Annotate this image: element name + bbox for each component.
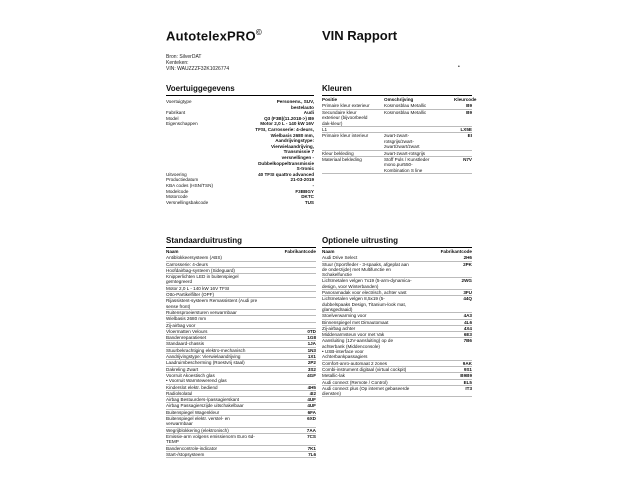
equipment-row xyxy=(322,338,472,360)
equipment-name: Middenarmsteun voor met Vak xyxy=(322,332,385,338)
equipment-row xyxy=(166,373,316,385)
color-code xyxy=(454,151,472,156)
equipment-name: Dakreling Zwart xyxy=(166,366,199,372)
equipment-code: 9S1 xyxy=(463,366,472,372)
equipment-name: Otto-Partikelfilter (OPF) xyxy=(166,292,214,298)
equipment-code: 4UF xyxy=(307,397,316,403)
equipment-name: Antiblokkeersysteem (ABS) xyxy=(166,255,222,261)
vehicle-data-value: 21-03-2019 xyxy=(290,177,314,183)
colors-header-code: Kleurcode xyxy=(454,97,477,102)
colors-table-header xyxy=(322,96,477,103)
equipment-name: Audi Drive Select xyxy=(322,255,358,261)
equipment-name: Metallic-lak xyxy=(322,373,345,379)
color-code: EI xyxy=(467,133,472,139)
optional-equipment-section xyxy=(322,236,472,397)
colors-table-body xyxy=(322,103,472,174)
vehicle-data-value: DKTC xyxy=(301,194,314,200)
equipment-row xyxy=(166,434,316,446)
equipment-code: 3FU xyxy=(463,290,472,296)
brand-copyright-mark: © xyxy=(255,28,262,37)
color-code: B9 xyxy=(466,103,472,109)
color-description: Kosmosblau Metallic xyxy=(384,103,427,109)
vehicle-section xyxy=(166,84,314,205)
vehicle-data-label: Productiedatum xyxy=(166,177,199,183)
bullet-mark: • xyxy=(458,64,460,70)
vehicle-data-value: Motor 2,0 L - 140 kW 16V TFSI, Carrosserie: 4-deurs, Wielbasis 2680 mm, Aandrijvingstype: Vierwielaandrijving, Transmissie 7 versnellingen - Dubbelkoppeltransmissie S-tronic xyxy=(255,121,314,172)
equipment-name: Airbag Bestuurders-/passagierskant xyxy=(166,397,240,403)
equipment-row xyxy=(166,452,316,458)
equipment-code: 1G8 xyxy=(307,335,316,341)
equipment-code: 6FA xyxy=(307,409,316,415)
vehicle-data-label: Modelcode xyxy=(166,188,189,194)
equipment-code xyxy=(294,323,316,328)
equipment-code: 9AK xyxy=(462,360,472,366)
equipment-name: Standaard-chassis xyxy=(166,341,205,347)
equipment-code: 1JA xyxy=(307,341,316,347)
equipment-code xyxy=(294,255,316,260)
equipment-code: 7K1 xyxy=(307,445,316,451)
equipment-code xyxy=(294,262,316,267)
report-meta xyxy=(166,54,229,72)
equipment-code: 4UF xyxy=(307,403,316,409)
equipment-name: Start-/stopsysteem xyxy=(166,451,205,457)
color-code: B9 xyxy=(466,109,472,115)
equipment-code: 2PK xyxy=(463,261,472,267)
optional-equipment-title: Optionele uitrusting xyxy=(322,236,472,248)
color-position: Materiaal bekleding xyxy=(322,157,362,163)
equipment-name: Audi connect (Remote / Control) xyxy=(322,379,388,385)
equipment-row xyxy=(322,278,472,290)
color-row xyxy=(322,157,472,174)
equipment-row xyxy=(322,262,472,279)
equipment-name: Ruitensproeiersturen verwarmbaar xyxy=(166,309,237,315)
color-description: Kosmosblau Metallic xyxy=(384,109,427,115)
equipment-code: 2H6 xyxy=(463,255,472,261)
equipment-name: Radiolsolatul xyxy=(166,390,193,396)
optional-equipment-header xyxy=(322,248,472,255)
color-description: Stoff Puls / Kunstleder mono.pur550- Kombination S line xyxy=(384,157,430,173)
vehicle-data-label: Voertuigtype xyxy=(166,99,192,104)
equipment-code: 7L6 xyxy=(308,451,316,457)
equipment-row xyxy=(322,296,472,313)
equipment-code: B9B9 xyxy=(460,373,472,379)
equipment-name: Vloermatten Velours xyxy=(166,328,208,334)
equipment-code: 6XD xyxy=(307,416,316,422)
equipment-name: Zij-airbag voor xyxy=(166,322,196,328)
equipment-code: 2WG xyxy=(461,278,472,284)
equipment-code: 2P2 xyxy=(307,360,316,366)
equipment-name: Lichtmetalen velgen 7x19 (5-arm-dynamica- design, voor Winterbanden) xyxy=(322,278,412,289)
equipment-code xyxy=(294,268,316,273)
equipment-code: EL5 xyxy=(463,379,472,385)
colors-header-description: Omschrijving xyxy=(384,97,414,102)
equipment-name: Lichtmetalen velgen 8,5x19 (5- dubbelspaaks Design, Titanium-look mat, glansgedraaid) xyxy=(322,296,407,312)
colors-table xyxy=(322,96,477,174)
colors-section-title: Kleuren xyxy=(322,84,472,96)
equipment-code xyxy=(294,292,316,297)
color-description: zwart-zwart- rotsgrijs/zwart- zwart/zwart/zwart xyxy=(384,133,420,150)
color-position: L1 xyxy=(322,127,328,133)
equipment-code: 3S2 xyxy=(307,366,316,372)
equipment-name: Aansluiting (12V-aansluiting) op de achterbank (Middenconsole) • USB-interface voor Achterbankpassagiers xyxy=(322,338,393,360)
equipment-row xyxy=(166,274,316,286)
vehicle-data-row xyxy=(166,121,314,171)
optional-equipment-table xyxy=(322,248,472,397)
optional-header-code: Fabrikantcode xyxy=(440,249,472,254)
vehicle-data-label: Model xyxy=(166,115,179,121)
color-code: LX5E xyxy=(460,127,472,133)
equipment-name: Aandrijvingstype: Vierwielaandrijving xyxy=(166,354,241,360)
vehicle-data-value: Q3 (F3B)(11.2018->) B9 xyxy=(264,115,314,121)
equipment-code xyxy=(294,316,316,321)
equipment-name: Panoramadak voor electrisch, achter vast xyxy=(322,290,407,296)
equipment-name: Knipperlichten LED in buitenspiegel geïntegreerd xyxy=(166,274,239,285)
vehicle-data-value: Audi xyxy=(303,110,314,116)
standard-header-code: Fabrikantcode xyxy=(284,249,316,254)
equipment-name: Bandencontrole-indicator xyxy=(166,445,218,451)
optional-header-name: Naam xyxy=(322,249,335,254)
equipment-code: 1X1 xyxy=(307,354,316,360)
equipment-name: Stoelverwarming voor xyxy=(322,313,367,319)
source-line: Bron: SilverDAT xyxy=(166,54,202,60)
vehicle-data-value: F3BBGY xyxy=(295,188,314,194)
equipment-name: Wegrijblokkering (elektronisch) xyxy=(166,427,229,433)
equipment-row xyxy=(166,298,316,310)
vehicle-data-label: KBA codes (HSN/TSN) xyxy=(166,182,213,188)
color-code: N7V xyxy=(463,157,472,163)
standard-equipment-body xyxy=(166,255,316,458)
equipment-name: Comfort-anro-automaat 2 zones xyxy=(322,360,388,366)
vehicle-data-row xyxy=(166,200,314,206)
equipment-code: 1N3 xyxy=(307,347,316,353)
license-plate-line: Kenteken: xyxy=(166,60,189,66)
equipment-name: Audi connect plus (Op internet gebaseerde diensten) xyxy=(322,385,410,397)
equipment-code: 4X4 xyxy=(463,325,472,331)
equipment-code: 0TD xyxy=(307,328,316,334)
equipment-name: Binnenspiegel met Dimautomaat xyxy=(322,319,389,325)
equipment-name: Zij-airbag achter xyxy=(322,325,356,331)
equipment-name: Rijassistent-systeem Remassistent (Audi pre sense front) xyxy=(166,298,258,309)
color-description: zwart-zwart-rotsgrijs xyxy=(384,150,426,156)
equipment-code: 44Q xyxy=(463,296,472,302)
color-position: Primaire kleur exterieur xyxy=(322,103,370,109)
vehicle-data-label: Versnellingsbakcode xyxy=(166,199,209,205)
equipment-name: Hoofdairbag-systeem (Sideguard) xyxy=(166,267,235,273)
equipment-name: Laadruimbescherming (Roestvrij staal) xyxy=(166,360,245,366)
equipment-code: 4GF xyxy=(307,372,316,378)
standard-header-name: Naam xyxy=(166,249,179,254)
vehicle-data-value: 40 TFSI quattro advanced xyxy=(258,171,314,177)
colors-header-position: Positie xyxy=(322,97,338,102)
vehicle-data-row xyxy=(166,99,314,110)
equipment-code xyxy=(294,274,316,285)
equipment-code: 7AA xyxy=(306,427,316,433)
color-position: Kleur bekleding xyxy=(322,150,354,156)
equipment-name: Voorruit Akoestisch glas • Voorruit Warmtewerend glas xyxy=(166,372,227,384)
equipment-name: Emissie-arm volgens emissienorm Euro 6d- TEMP xyxy=(166,433,255,445)
vehicle-data-value: TUS xyxy=(304,199,314,205)
equipment-name: Stuurbekrachtiging elektro-mechanisch xyxy=(166,347,246,353)
equipment-code: 4A3 xyxy=(463,313,472,319)
brand-logo xyxy=(166,28,262,43)
optional-equipment-body xyxy=(322,255,472,397)
vehicle-data-label: Eigenschappen xyxy=(166,121,198,127)
standard-equipment-header xyxy=(166,248,316,255)
equipment-name: Stuur (Sport/leder - 3-spaaks, afgeplat aan de onderzijde) met Multifunctie en Schakelfunctie xyxy=(322,261,409,278)
equipment-name: Carrosserie: 4-deurs xyxy=(166,261,208,267)
equipment-code: 4H5 xyxy=(307,384,316,390)
vehicle-data-label: Uitvoering xyxy=(166,171,187,177)
vin-line: VIN: WAUZZZF32K1026774 xyxy=(166,66,230,72)
equipment-code xyxy=(294,298,316,309)
standard-equipment-section xyxy=(166,236,316,458)
color-position: Primaire kleur interieur xyxy=(322,133,369,139)
equipment-code xyxy=(294,310,316,315)
color-position: Secundaire kleur exterieur (bijvoorbeeld dak-kleur) xyxy=(322,109,368,126)
equipment-name: Combi-instrument digitaal (virtual cockpit) xyxy=(322,366,407,372)
standard-equipment-table xyxy=(166,248,316,458)
vehicle-data-value: Personenv., SUV, bestelauto xyxy=(276,99,314,110)
equipment-name: Bandenreparatieset xyxy=(166,335,207,341)
equipment-code: 6E3 xyxy=(463,332,472,338)
color-description xyxy=(384,127,454,132)
equipment-name: Motor 2,0 L - 140 kW 16V TFSI xyxy=(166,285,230,291)
color-row xyxy=(322,110,472,127)
vehicle-data-label: Fabrikant xyxy=(166,110,186,116)
equipment-name: Buitenspiegel Wagenkleur xyxy=(166,409,220,415)
equipment-name: Wielbasis 2680 mm xyxy=(166,316,207,322)
vehicle-section-title: Voertuiggegevens xyxy=(166,84,314,96)
vehicle-data-value: - xyxy=(312,182,314,188)
equipment-code: 4I2 xyxy=(309,390,316,396)
report-title: VIN Rapport xyxy=(322,28,398,43)
equipment-row xyxy=(322,386,472,398)
colors-section xyxy=(322,84,477,174)
brand-name: AutotelexPRO xyxy=(166,28,256,44)
equipment-code: 4L6 xyxy=(464,319,472,325)
vehicle-data-label: Motorcode xyxy=(166,194,188,200)
vehicle-data-list xyxy=(166,99,314,205)
standard-equipment-title: Standaarduitrusting xyxy=(166,236,316,248)
equipment-name: Kinderslot elektr. bediend xyxy=(166,384,218,390)
equipment-code: 7B6 xyxy=(463,338,472,344)
equipment-code: IT3 xyxy=(465,385,472,391)
color-row xyxy=(322,133,472,150)
equipment-code: 7CS xyxy=(307,433,316,439)
equipment-name: Airbag Passagierszijde uitschakelbaar xyxy=(166,403,244,409)
equipment-name: Buitenspiegel elektr. verstel- en verwarmbaar xyxy=(166,416,230,427)
equipment-row xyxy=(166,416,316,428)
equipment-code xyxy=(294,286,316,291)
